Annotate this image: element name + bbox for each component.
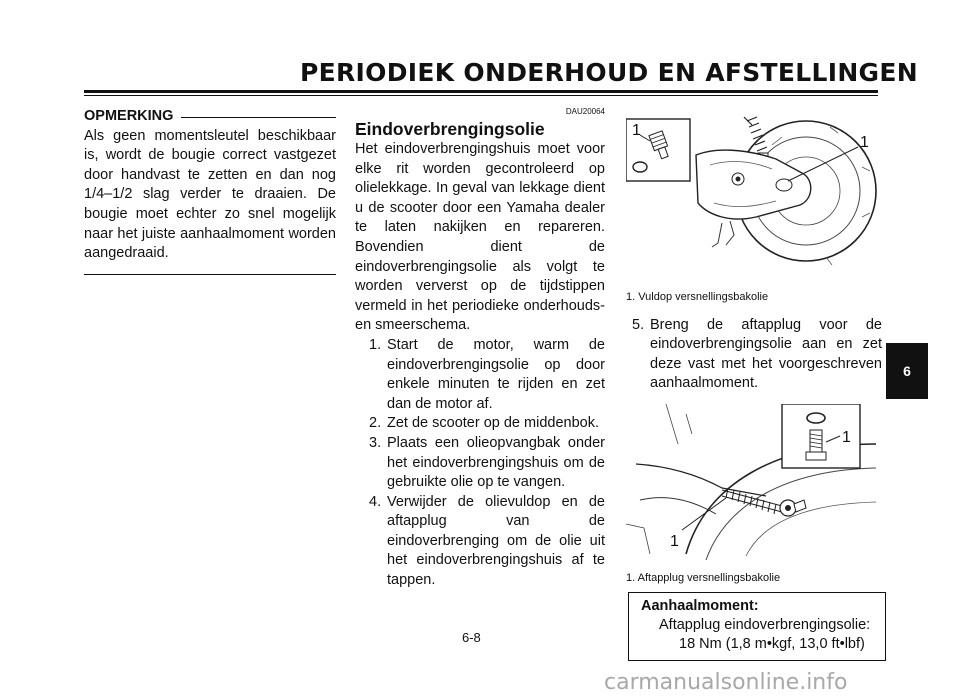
section-title: Eindoverbrengingsolie [355,119,545,139]
list-item [369,493,605,591]
note-heading: OPMERKING [84,108,174,124]
note-text: Als geen momentsleutel beschikbaar is, wordt de bougie correct vastgezet door handvast te zetten en dan nog 1/4–1/2 slag verder te draaien. De bougie moet echter zo snel mogelijk naar het juiste aanhaalmoment worden aangedraaid. [84,127,336,262]
list-item [632,316,882,394]
figure-caption: 1. Aftapplug versnellingsbakolie [626,571,781,584]
note-end-rule [84,274,336,275]
note-heading-row [84,107,336,127]
figure-caption: 1. Vuldop versnellingsbakolie [626,290,769,303]
note-box [84,107,336,275]
callout-inset: 1 [632,122,641,139]
section-intro: Het eindoverbrengingshuis moet voor elke rit worden gecontroleerd op olielekkage. In geval van lekkage dient u de scooter door een Yamaha dealer te laten nakijken en repareren. Bovendien dient de eindoverbrengingsolie als volgt te worden ververst op de tijdstippen vermeld in het periodieke onderhouds- en smeerschema. [355,141,605,334]
chapter-tab: 6 [886,343,928,399]
step-text: Zet de scooter op de middenbok. [387,415,599,432]
torque-value: 18 Nm (1,8 m•kgf, 13,0 ft•lbf) [679,635,865,652]
list-item [369,414,605,434]
header-rule-thin [84,95,878,96]
step-number: 4. [369,493,382,510]
illustration-filler-cap [626,107,882,283]
page-title: PERIODIEK ONDERHOUD EN AFSTELLINGEN [300,58,918,87]
torque-item: Aftapplug eindoverbrengingsolie: [659,616,871,633]
step-list-continued [632,316,882,394]
right-column [626,107,882,661]
figure-oil-filler-cap [626,107,882,304]
illustration-drain-plug [626,404,876,564]
step-text: Verwijder de olievuldop en de aftapplug van de eindoverbrenging om de olie uit het eindoverbrengingshuis af te tappen. [387,493,605,589]
callout-main: 1 [860,134,869,151]
step-text: Start de motor, warm de eindoverbrengingsolie op door enkele minuten te rijden en zet dan de motor af. [387,336,605,412]
step-number: 5. [632,316,645,333]
step-text: Breng de aftapplug voor de eindoverbrengingsolie aan en zet deze vast met het voorgeschreven aanhaalmoment. [650,316,882,392]
header-rule-thick [84,90,878,93]
callout-main: 1 [670,532,679,550]
section-final-gear-oil [355,107,605,591]
callout-inset: 1 [842,428,851,446]
list-item [369,434,605,493]
torque-spec-box [628,592,886,661]
step-number: 2. [369,415,382,432]
step-number: 1. [369,336,382,353]
section-code: DAU20064 [565,107,605,116]
torque-title: Aanhaalmoment: [641,597,759,614]
page-number: 6-8 [462,630,481,645]
list-item [369,336,605,414]
step-text: Plaats een olieopvangbak onder het eindoverbrengingshuis om de gebruikte olie op te vangen. [387,434,605,491]
step-list [369,336,605,591]
step-number: 3. [369,434,382,451]
note-heading-rule [181,117,336,118]
watermark: carmanualsonline.info [604,670,848,695]
figure-drain-plug [626,404,882,585]
